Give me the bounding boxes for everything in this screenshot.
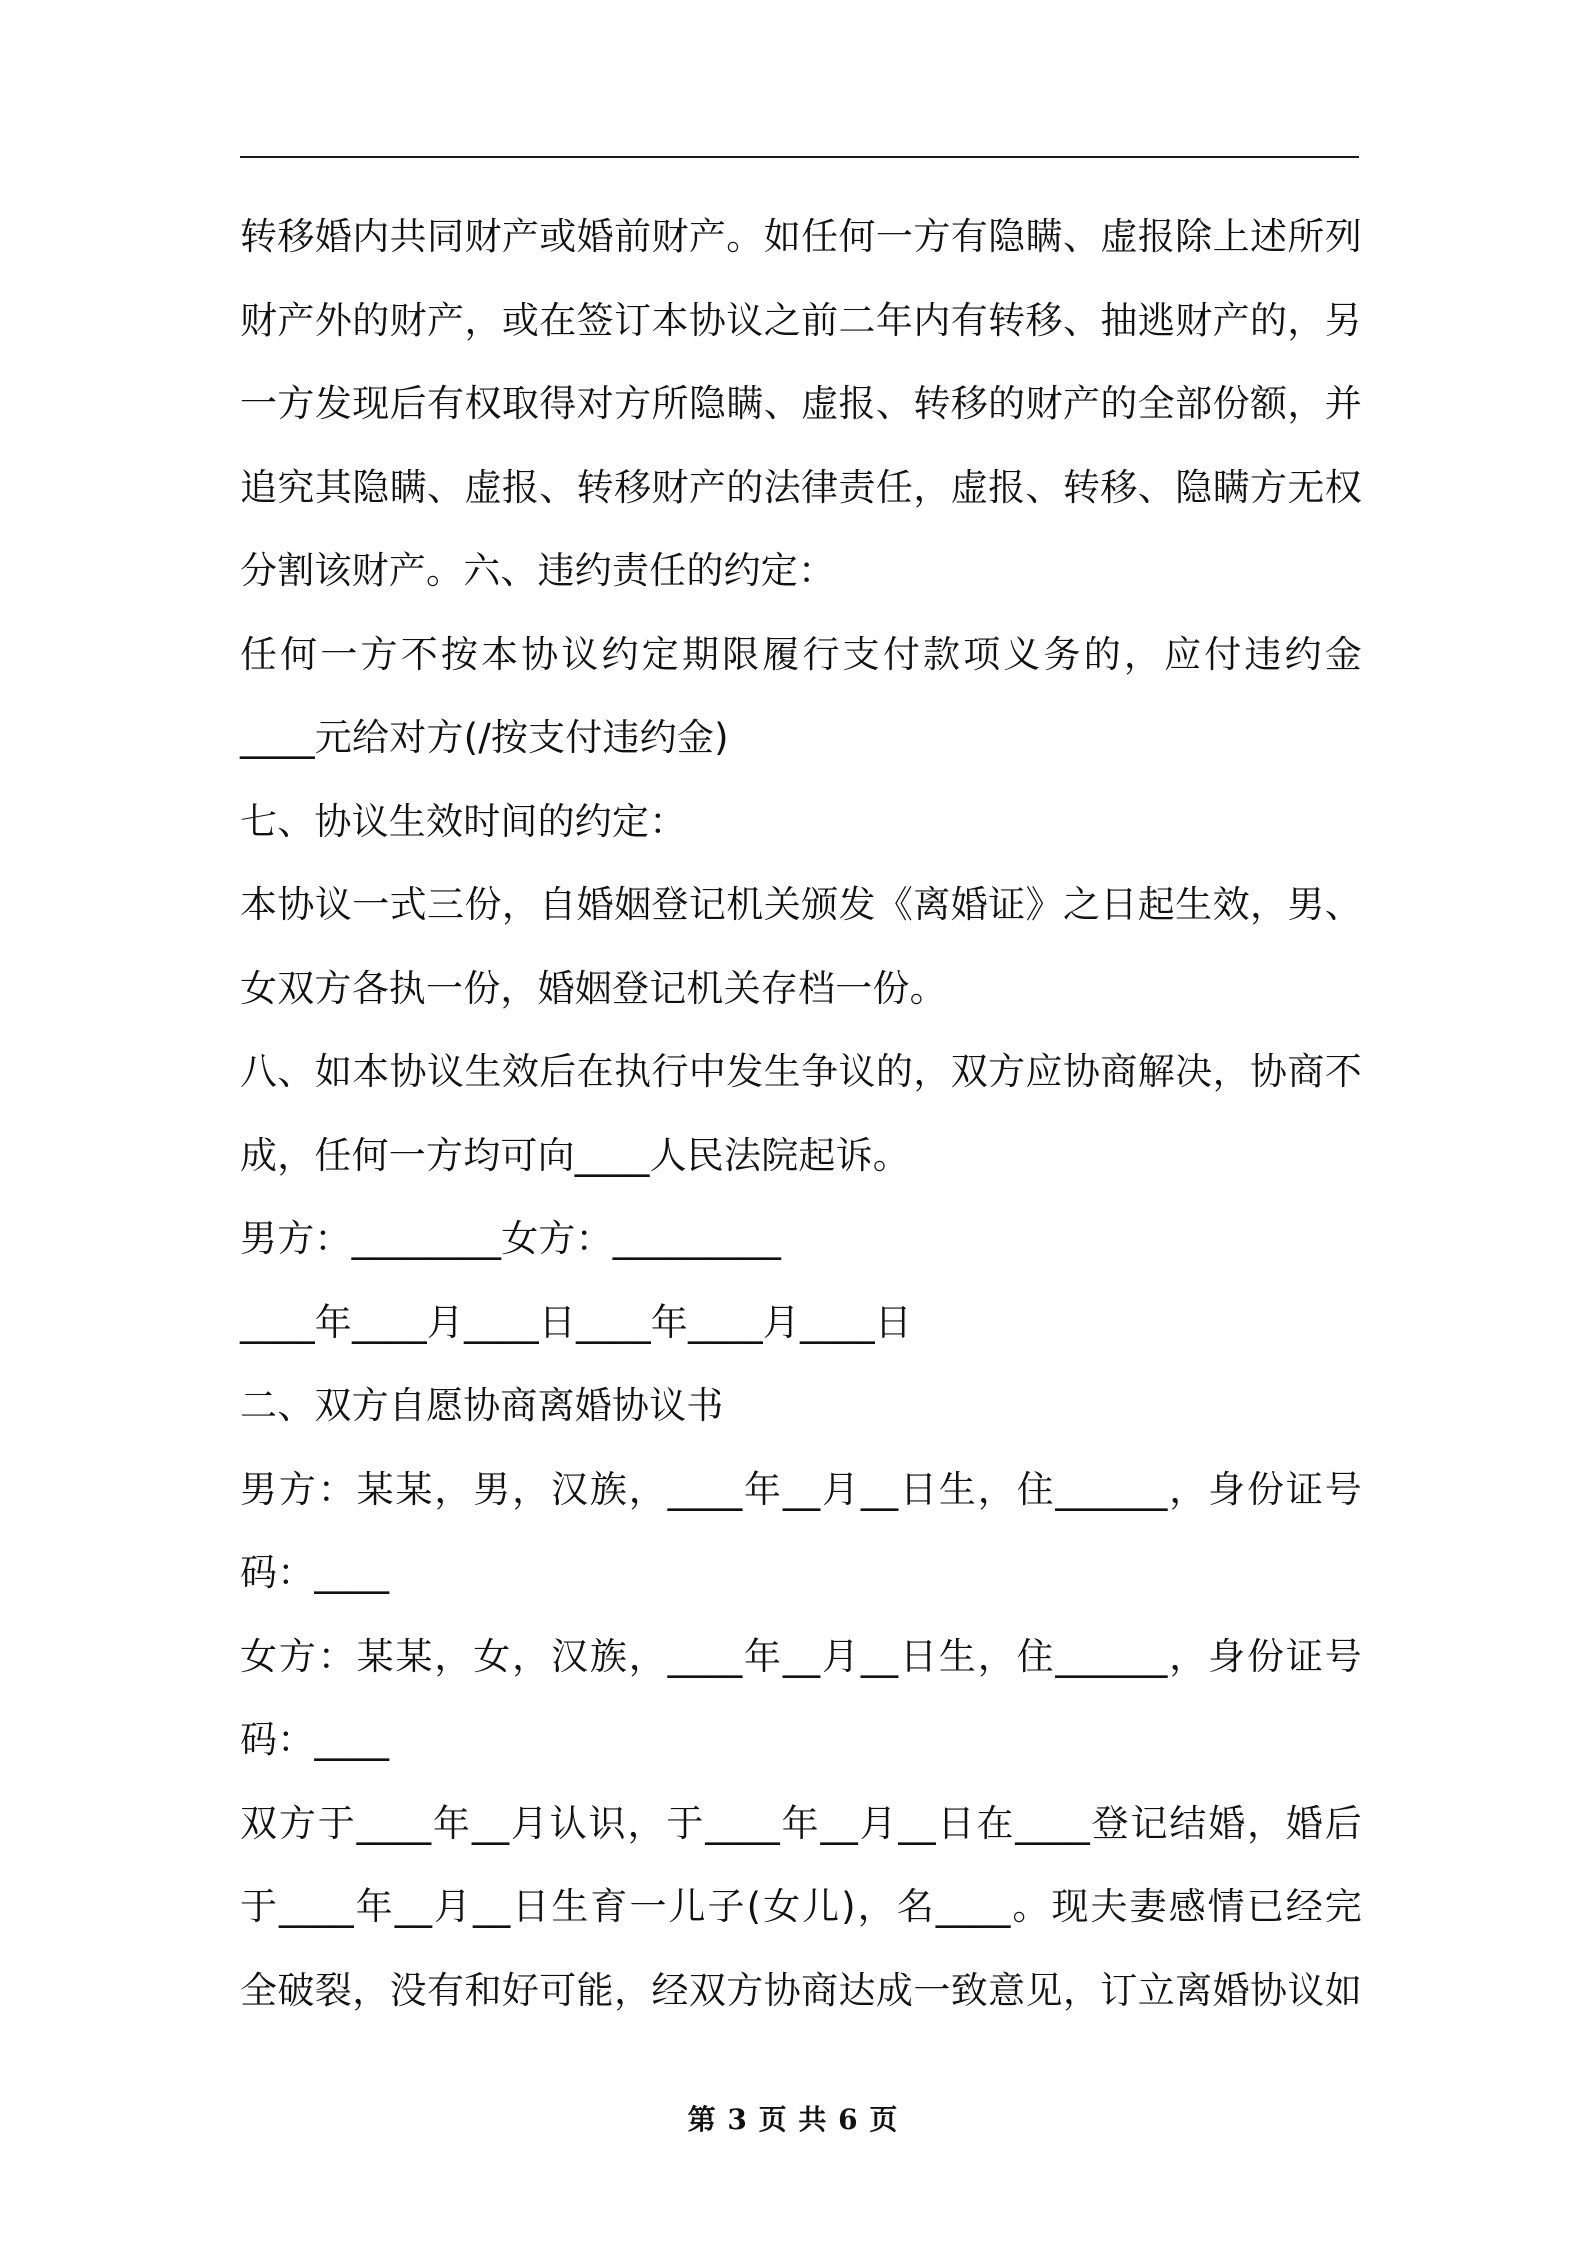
text-line: 分割该财产。六、违约责任的约定： xyxy=(240,549,836,592)
text-line: 八、如本协议生效后在执行中发生争议的，双方应协商解决，协商不 xyxy=(240,1050,1362,1093)
header-rule xyxy=(240,156,1359,158)
text-line: 女方：某某，女，汉族，____年__月__日生，住______，身份证号 xyxy=(240,1634,1362,1678)
text-line: ____元给对方(/按支付违约金) xyxy=(240,716,729,759)
text-line: 二、双方自愿协商离婚协议书 xyxy=(240,1384,724,1427)
text-line: 任何一方不按本协议约定期限履行支付款项义务的，应付违约金 xyxy=(240,632,1362,676)
text-line: 追究其隐瞒、虚报、转移财产的法律责任，虚报、转移、隐瞒方无权 xyxy=(240,465,1362,509)
text-line: 女双方各执一份，婚姻登记机关存档一份。 xyxy=(240,966,947,1010)
text-line: 本协议一式三份，自婚姻登记机关颁发《离婚证》之日起生效，男、 xyxy=(240,883,1362,926)
body-text xyxy=(240,195,1362,2032)
text-line: 转移婚内共同财产或婚前财产。如任何一方有隐瞒、虚报除上述所列 xyxy=(240,215,1362,258)
text-line: 于____年__月__日生育一儿子(女儿)，名____。现夫妻感情已经完 xyxy=(240,1885,1362,1928)
text-line: 七、协议生效时间的约定： xyxy=(240,799,687,843)
text-line: 男方：________女方：_________ xyxy=(240,1217,782,1260)
text-line: 财产外的财产，或在签订本协议之前二年内有转移、抽逃财产的，另 xyxy=(240,298,1362,342)
text-line: ____年____月____日____年____月____日 xyxy=(240,1300,912,1344)
text-line: 成，任何一方均可向____人民法院起诉。 xyxy=(240,1133,910,1177)
text-line: 男方：某某，男，汉族，____年__月__日生，住______，身份证号 xyxy=(240,1467,1362,1511)
text-line: 码：____ xyxy=(240,1551,390,1594)
text-line: 全破裂，没有和好可能，经双方协商达成一致意见，订立离婚协议如 xyxy=(240,1968,1362,2012)
page-number: 第 3 页 共 6 页 xyxy=(687,2103,899,2136)
text-line: 双方于____年__月认识，于____年__月__日在____登记结婚，婚后 xyxy=(240,1801,1362,1845)
text-line: 一方发现后有权取得对方所隐瞒、虚报、转移的财产的全部份额，并 xyxy=(240,382,1362,425)
text-line: 码：____ xyxy=(240,1718,390,1761)
